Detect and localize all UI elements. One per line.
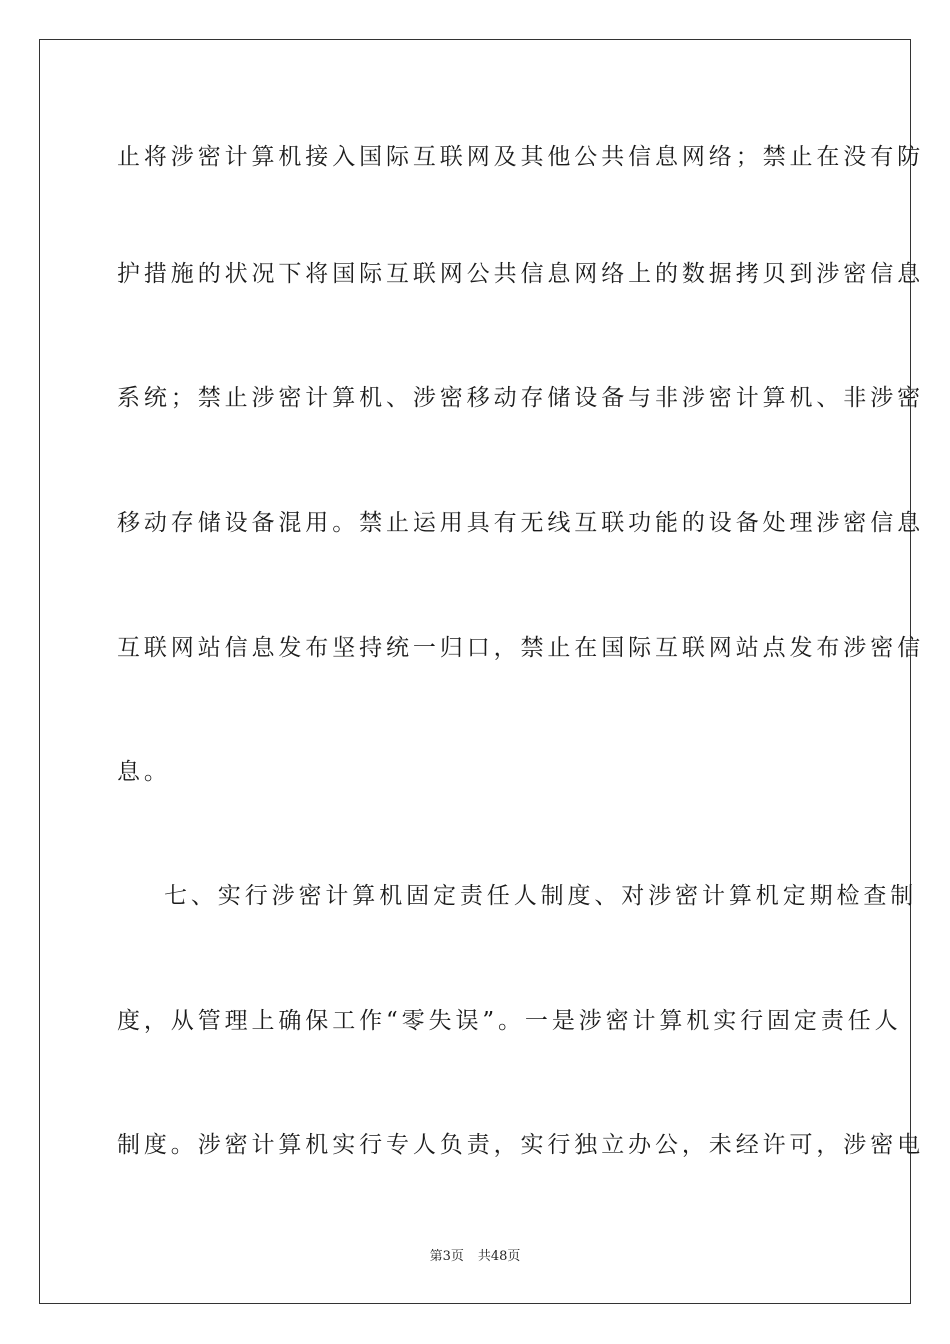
text-line: 系统；禁止涉密计算机、涉密移动存储设备与非涉密计算机、非涉密: [117, 385, 924, 411]
page-footer: [0, 1248, 950, 1266]
total-pages: 共48页: [477, 1249, 521, 1264]
text-line: 息。: [117, 759, 171, 785]
text-line: 度，从管理上确保工作“零失误”。一是涉密计算机实行固定责任人: [117, 1008, 902, 1034]
text-line: 移动存储设备混用。禁止运用具有无线互联功能的设备处理涉密信息: [117, 510, 924, 536]
text-line: 护措施的状况下将国际互联网公共信息网络上的数据拷贝到涉密信息: [117, 261, 924, 287]
paragraph-first-line: 七、实行涉密计算机固定责任人制度、对涉密计算机定期检查制: [164, 883, 918, 909]
page-number: 第3页: [429, 1249, 464, 1264]
text-line: 止将涉密计算机接入国际互联网及其他公共信息网络；禁止在没有防: [117, 144, 924, 170]
text-line: 互联网站信息发布坚持统一归口，禁止在国际互联网站点发布涉密信: [117, 635, 924, 661]
text-line: 制度。涉密计算机实行专人负责，实行独立办公，未经许可，涉密电: [117, 1132, 924, 1158]
page-border: [39, 39, 911, 1304]
